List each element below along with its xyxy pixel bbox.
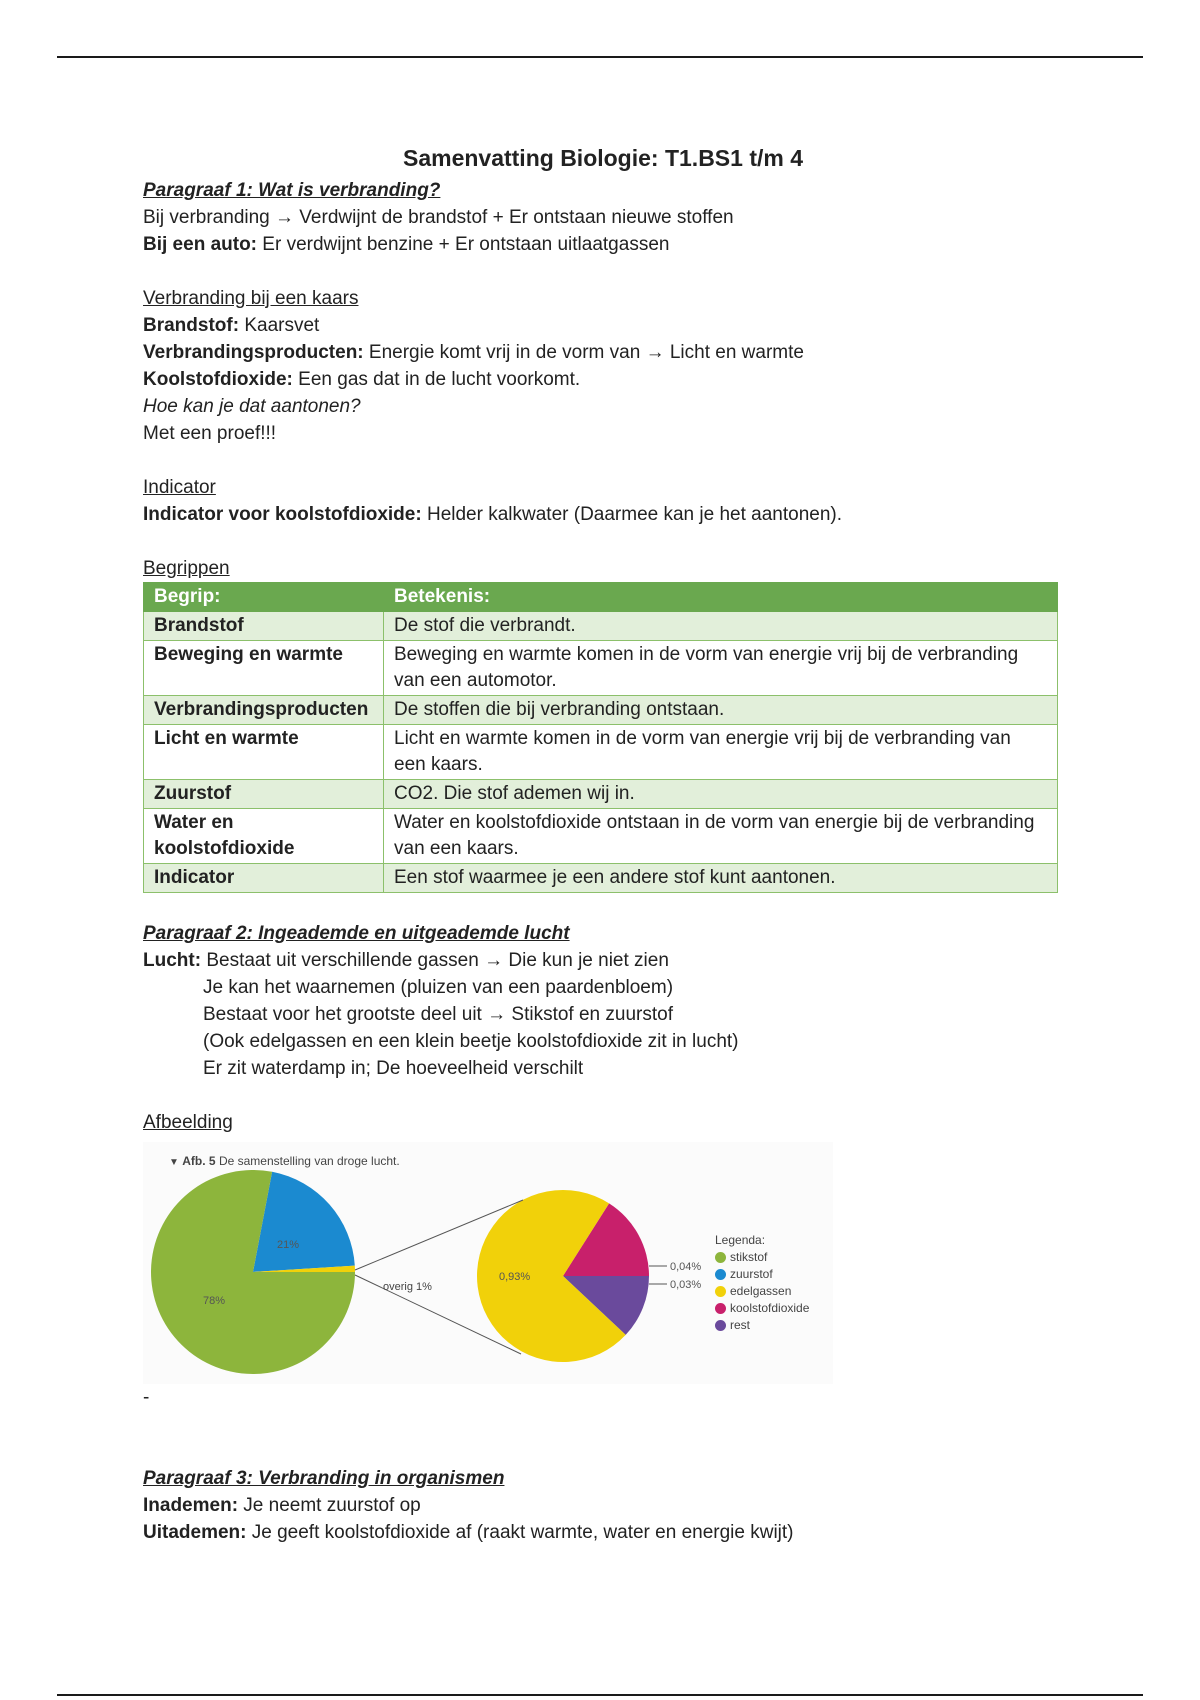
line-text: Kaarsvet	[239, 315, 320, 336]
begrippen-heading: Begrippen	[143, 558, 230, 579]
line-text: Je neemt zuurstof op	[238, 1495, 421, 1516]
line-text: Helder kalkwater (Daarmee kan je het aantonen).	[421, 504, 843, 525]
co2-line	[143, 366, 1063, 393]
paragraph-2-heading: Paragraaf 2: Ingeademde en uitgeademde lucht	[143, 923, 570, 944]
brandstof-line	[143, 312, 1063, 339]
table-row	[144, 612, 1058, 641]
kaars-heading: Verbranding bij een kaars	[143, 288, 359, 309]
legend-swatch	[715, 1320, 726, 1331]
table-row	[144, 809, 1058, 864]
line-text: Energie komt vrij in de vorm van → Licht en warmte	[363, 342, 804, 363]
table-cell-meaning: De stof die verbrandt.	[384, 612, 1058, 641]
document-page	[143, 143, 1063, 1546]
legend-swatch	[715, 1269, 726, 1280]
indicator-line	[143, 501, 1063, 528]
top-rule	[57, 56, 1143, 58]
table-cell-meaning: Beweging en warmte komen in de vorm van energie vrij bij de verbranding van een automotor.	[384, 641, 1058, 696]
table-row	[144, 641, 1058, 696]
paragraph-1-line-1: Bij verbranding → Verdwijnt de brandstof + Er ontstaan nieuwe stoffen	[143, 207, 734, 228]
line-text: Je geeft koolstofdioxide af (raakt warmte, water en energie kwijt)	[246, 1522, 794, 1543]
lucht-line	[143, 947, 1063, 974]
table-cell-term: Brandstof	[144, 612, 384, 641]
legend-title: Legenda:	[715, 1233, 766, 1247]
line-label: Uitademen:	[143, 1522, 247, 1543]
table-cell-term: Water en koolstofdioxide	[144, 809, 384, 864]
table-header-cell: Begrip:	[144, 583, 384, 612]
answer-line: Met een proef!!!	[143, 423, 277, 444]
paragraph-1-line-2	[143, 231, 1063, 258]
line-text: Bestaat uit verschillende gassen → Die kun je niet zien	[201, 950, 669, 971]
bottom-rule	[57, 1694, 1143, 1696]
table-row	[144, 696, 1058, 725]
legend-label: zuurstof	[730, 1267, 773, 1281]
overig-label: overig 1%	[383, 1281, 432, 1293]
uitademen-line	[143, 1519, 1063, 1546]
line-label: Inademen:	[143, 1495, 239, 1516]
lucht-subline: Bestaat voor het grootste deel uit → Stikstof en zuurstof	[203, 1004, 673, 1025]
table-cell-term: Licht en warmte	[144, 725, 384, 780]
indicator-heading: Indicator	[143, 477, 216, 498]
begrippen-table	[143, 582, 1058, 893]
line-text: Een gas dat in de lucht voorkomt.	[292, 369, 581, 390]
afbeelding-heading: Afbeelding	[143, 1112, 233, 1133]
legend-label: rest	[730, 1318, 751, 1332]
lucht-subline: (Ook edelgassen en een klein beetje koolstofdioxide zit in lucht)	[203, 1031, 739, 1052]
legend-item-stikstof	[715, 1249, 809, 1266]
producten-line	[143, 339, 1063, 366]
legend-item-koolstofdioxide	[715, 1300, 809, 1317]
after-figure-mark: -	[143, 1387, 150, 1408]
line-text: Er verdwijnt benzine + Er ontstaan uitlaatgassen	[257, 234, 670, 255]
line-label: Bij een auto:	[143, 234, 258, 255]
legend-item-rest	[715, 1317, 809, 1334]
line-label: Brandstof:	[143, 315, 240, 336]
table-cell-meaning: CO2. Die stof ademen wij in.	[384, 780, 1058, 809]
table-cell-term: Verbrandingsproducten	[144, 696, 384, 725]
legend-label: koolstofdioxide	[730, 1301, 810, 1315]
lucht-subline: Je kan het waarnemen (pluizen van een paardenbloem)	[203, 977, 674, 998]
table-cell-meaning: Licht en warmte komen in de vorm van energie vrij bij de verbranding van een kaars.	[384, 725, 1058, 780]
table-header-row	[144, 583, 1058, 612]
table-cell-term: Beweging en warmte	[144, 641, 384, 696]
table-row	[144, 725, 1058, 780]
legend-swatch	[715, 1303, 726, 1314]
table-cell-meaning: De stoffen die bij verbranding ontstaan.	[384, 696, 1058, 725]
table-cell-meaning: Water en koolstofdioxide ontstaan in de vorm van energie bij de verbranding van een kaars.	[384, 809, 1058, 864]
slice-label-rest: 0,03%	[670, 1279, 702, 1291]
inademen-line	[143, 1492, 1063, 1519]
slice-label-stikstof: 78%	[203, 1295, 226, 1307]
line-label: Indicator voor koolstofdioxide:	[143, 504, 422, 525]
line-label: Koolstofdioxide:	[143, 369, 293, 390]
legend-swatch	[715, 1252, 726, 1263]
legend-item-zuurstof	[715, 1266, 809, 1283]
legend-swatch	[715, 1286, 726, 1297]
slice-label-koolstofdioxide: 0,04%	[670, 1261, 702, 1273]
slice-label-zuurstof: 21%	[277, 1239, 300, 1251]
legend-label: stikstof	[730, 1250, 768, 1264]
figure-caption-text: De samenstelling van droge lucht.	[218, 1154, 400, 1168]
chart-legend	[715, 1232, 809, 1334]
table-header-cell: Betekenis:	[384, 583, 1058, 612]
line-label: Lucht:	[143, 950, 202, 971]
table-row	[144, 780, 1058, 809]
air-composition-figure	[143, 1142, 833, 1384]
paragraph-1-heading: Paragraaf 1: Wat is verbranding?	[143, 180, 441, 201]
legend-item-edelgassen	[715, 1283, 809, 1300]
lucht-subline: Er zit waterdamp in; De hoeveelheid verschilt	[203, 1058, 584, 1079]
document-title: Samenvatting Biologie: T1.BS1 t/m 4	[402, 145, 804, 171]
table-cell-term: Zuurstof	[144, 780, 384, 809]
figure-number: Afb. 5	[182, 1154, 216, 1168]
triangle-icon: ▼	[169, 1157, 179, 1168]
paragraph-3-heading: Paragraaf 3: Verbranding in organismen	[143, 1468, 505, 1489]
legend-label: edelgassen	[730, 1284, 792, 1298]
table-cell-meaning: Een stof waarmee je een andere stof kunt aantonen.	[384, 864, 1058, 893]
slice-label-edelgassen: 0,93%	[499, 1271, 531, 1283]
line-label: Verbrandingsproducten:	[143, 342, 364, 363]
table-cell-term: Indicator	[144, 864, 384, 893]
question-line: Hoe kan je dat aantonen?	[143, 396, 361, 417]
table-row	[144, 864, 1058, 893]
